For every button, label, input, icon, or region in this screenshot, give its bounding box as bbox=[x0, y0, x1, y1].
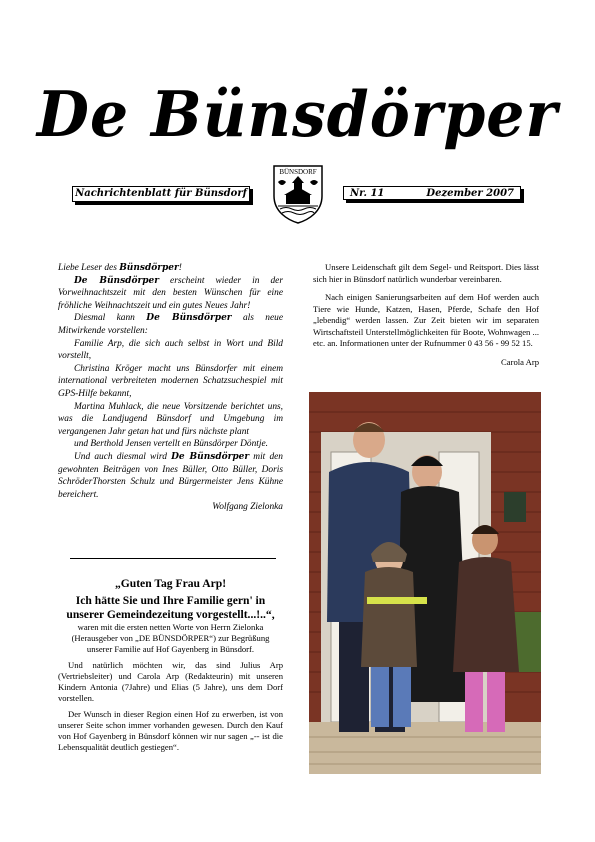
editorial-signature: Wolfgang Zielonka bbox=[212, 502, 283, 513]
editorial-p1: De Bünsdörper erscheint wieder in der Vorweihnachtszeit mit den besten Wünschen für eine fröhliche Weihnachtszeit und ein gutes Neues Jahr! bbox=[58, 275, 283, 311]
crest-label: BÜNSDORF bbox=[279, 168, 317, 176]
editorial-column bbox=[58, 262, 283, 514]
article-p2: Der Wunsch in dieser Region einen Hof zu erwerben, ist von unserer Seite schon immer vorhanden gewesen. Durch den Kauf von Hof Gayenberg in Bünsdorf können wir nur sagen „-- ist die Lebensqualität deutlich gestiegen“. bbox=[58, 709, 283, 752]
right-column bbox=[313, 262, 539, 368]
right-p1: Unsere Leidenschaft gilt dem Segel- und Reitsport. Dies lässt sich hier in Bünsdorf natürlich wunderbar vereinbaren. bbox=[313, 262, 539, 284]
greeting: Liebe Leser des Bünsdörper! bbox=[58, 263, 182, 273]
editorial-p3: Familie Arp, die sich auch selbst in Wort und Bild vorstellt, bbox=[58, 338, 283, 362]
editorial-p7: Und auch diesmal wird De Bünsdörper mit den gewohnten Beiträgen von Ines Büller, Otto Büller, Doris SchröderThorsten Schulz und Bürgermeister Jens Kühne bereichert. bbox=[58, 451, 283, 500]
issue-date: Dezember 2007 bbox=[426, 188, 514, 199]
right-p2: Nach einigen Sanierungsarbeiten auf dem Hof werden auch Tiere wie Hunde, Katzen, Hasen, Pferde, Schafe den Hof „lebendig“ werden lassen. Zur Zeit bieten wir im separaten Wirtschaftsteil Unterstellmöglichkeiten für Boote, Wohnwagen ... etc. an. Informationen unter der Rufnummer 0 43 56 - 99 52 15. bbox=[313, 292, 539, 348]
coat-of-arms-icon bbox=[272, 162, 324, 224]
editorial-p4: Christina Kröger macht uns Bünsdorfer mit einem international verbreiteten modernen Schatzsuchespiel mit GPS-Hilfe bekannt, bbox=[58, 363, 283, 399]
family-photo bbox=[309, 392, 541, 774]
article-intro: waren mit die ersten netten Worte von Herrn Zielonka (Herausgeber von „DE BÜNSDÖRPER“) zur Begrüßung unserer Familie auf Hof Gayenberg in Bünsdorf. bbox=[71, 622, 270, 654]
subtitle-bar bbox=[72, 186, 250, 202]
article-p1: Und natürlich möchten wir, das sind Julius Arp (Vertriebsleiter) und Carola Arp (Redakteurin) mit unseren Kindern Antonia (7Jahre) und Elias (5 Jahre), uns dem Dorf vorstellen. bbox=[58, 660, 283, 703]
editorial-p5: Martina Muhlack, die neue Vorsitzende berichtet uns, was die Landjugend Bünsdorf und Umgebung im vergangenen Jahr getan hat und fürs nächste plant bbox=[58, 401, 283, 437]
section-divider bbox=[70, 558, 276, 559]
editorial-p6: und Berthold Jensen vertellt en Bünsdörper Döntje. bbox=[74, 439, 268, 450]
family-article bbox=[58, 577, 283, 753]
right-signature: Carola Arp bbox=[501, 356, 539, 367]
issue-bar bbox=[343, 186, 521, 200]
subtitle-text: Nachrichtenblatt für Bünsdorf bbox=[75, 188, 247, 199]
article-headline: „Guten Tag Frau Arp! bbox=[114, 577, 227, 590]
newspaper-title: De Bünsdörper bbox=[36, 78, 559, 152]
issue-number: Nr. 11 bbox=[350, 188, 385, 199]
editorial-p2: Diesmal kann De Bünsdörper als neue Mitwirkende vorstellen: bbox=[58, 313, 283, 336]
article-subheadline: Ich hätte Sie und Ihre Familie gern' in unserer Gemeindezeitung vorgestellt...!..“, bbox=[66, 594, 275, 621]
